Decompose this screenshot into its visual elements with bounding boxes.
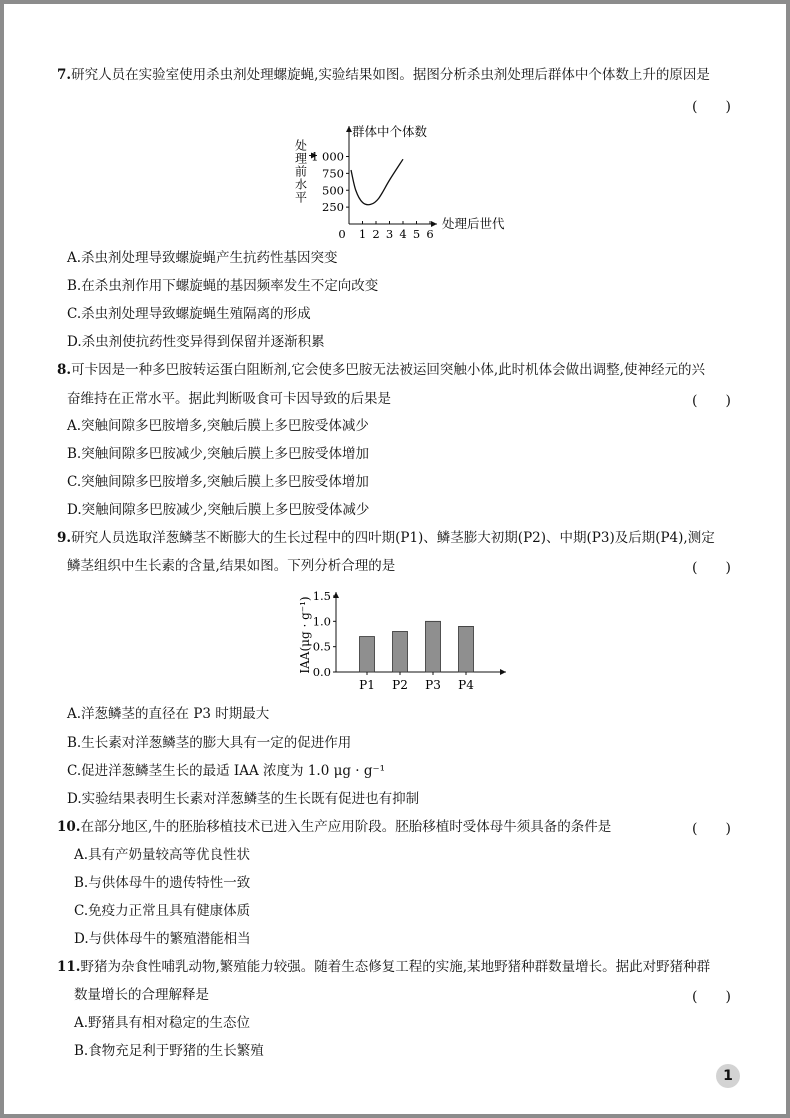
q10-answer-blank[interactable]: ( ) bbox=[692, 821, 731, 837]
q8-option-c[interactable]: C.突触间隙多巴胺增多,突触后膜上多巴胺受体增加 bbox=[67, 474, 369, 490]
q7-answer-blank[interactable]: ( ) bbox=[692, 99, 731, 115]
q7-pretreatment-label bbox=[295, 138, 317, 205]
q11-option-a[interactable]: A.野猪具有相对稳定的生态位 bbox=[74, 1015, 251, 1031]
q7-pretreatment-label-char: 平 bbox=[295, 190, 308, 205]
q7-y-tick-label: 1 000 bbox=[311, 149, 344, 164]
q9-stem-line2: 鳞茎组织中生长素的含量,结果如图。下列分析合理的是 bbox=[67, 558, 396, 574]
q9-bar-p3 bbox=[426, 621, 441, 672]
q9-y-tick-label: 1.0 bbox=[312, 614, 331, 629]
q9-bar-p2 bbox=[393, 631, 408, 672]
q9-y-axis-label: IAA(μg · g⁻¹) bbox=[298, 596, 312, 674]
q7-x-tick-label: 4 bbox=[399, 227, 407, 241]
q7-x-tick-label: 2 bbox=[372, 227, 380, 241]
q7-pretreatment-label-char: 处 bbox=[295, 138, 308, 153]
q9-x-tick-label: P1 bbox=[359, 678, 375, 692]
q7-pretreatment-label-char: 理 bbox=[295, 151, 308, 166]
q9-answer-blank[interactable]: ( ) bbox=[692, 560, 731, 576]
q7-option-a[interactable]: A.杀虫剂处理导致螺旋蝇产生抗药性基因突变 bbox=[67, 250, 338, 266]
q8-answer-blank[interactable]: ( ) bbox=[692, 393, 731, 409]
q9-bar-chart bbox=[294, 588, 524, 698]
q9-option-d[interactable]: D.实验结果表明生长素对洋葱鳞茎的生长既有促进也有抑制 bbox=[67, 791, 420, 807]
q8-option-b[interactable]: B.突触间隙多巴胺减少,突触后膜上多巴胺受体增加 bbox=[67, 446, 370, 462]
q7-x-tick-label: 5 bbox=[412, 227, 421, 241]
q9-y-tick-label: 0.0 bbox=[312, 665, 331, 679]
q7-pretreatment-label-char: 前 bbox=[295, 164, 308, 179]
q7-x-tick-label: 6 bbox=[426, 227, 434, 241]
q7-pretreatment-label-char: 水 bbox=[295, 177, 308, 192]
q10-option-c[interactable]: C.免疫力正常且具有健康体质 bbox=[74, 903, 251, 919]
q10-option-d[interactable]: D.与供体母牛的繁殖潜能相当 bbox=[74, 931, 251, 947]
q7-x-axis-label: 处理后世代 bbox=[442, 216, 505, 231]
q11-option-b[interactable]: B.食物充足利于野猪的生长繁殖 bbox=[74, 1043, 264, 1059]
q9-bar-p4 bbox=[459, 626, 474, 672]
q7-option-d[interactable]: D.杀虫剂使抗药性变异得到保留并逐渐积累 bbox=[67, 334, 325, 350]
q8-option-a[interactable]: A.突触间隙多巴胺增多,突触后膜上多巴胺受体减少 bbox=[67, 418, 369, 434]
q10-option-a[interactable]: A.具有产奶量较高等优良性状 bbox=[74, 847, 251, 863]
q9-y-tick-label: 0.5 bbox=[312, 639, 331, 654]
q7-y-tick-label: 250 bbox=[322, 200, 344, 215]
page-number: 1 bbox=[716, 1064, 740, 1088]
q10-stem: 10.在部分地区,牛的胚胎移植技术已进入生产应用阶段。胚胎移植时受体母牛须具备的条件是 bbox=[57, 819, 612, 835]
q11-stem-line1: 11.野猪为杂食性哺乳动物,繁殖能力较强。随着生态修复工程的实施,某地野猪种群数量增长。据此对野猪种群 bbox=[57, 959, 711, 975]
q7-population-curve bbox=[351, 159, 403, 205]
q9-option-b[interactable]: B.生长素对洋葱鳞茎的膨大具有一定的促进作用 bbox=[67, 735, 352, 751]
q7-line-chart bbox=[289, 122, 549, 242]
q11-answer-blank[interactable]: ( ) bbox=[692, 989, 731, 1005]
q7-stem: 7.研究人员在实验室使用杀虫剂处理螺旋蝇,实验结果如图。据图分析杀虫剂处理后群体中个体数上升的原因是 bbox=[57, 67, 710, 83]
q7-option-c[interactable]: C.杀虫剂处理导致螺旋蝇生殖隔离的形成 bbox=[67, 306, 311, 322]
q7-x-tick-label: 3 bbox=[385, 227, 394, 241]
q7-y-tick-label: 750 bbox=[322, 166, 344, 181]
q11-stem-line2: 数量增长的合理解释是 bbox=[74, 987, 209, 1003]
q9-x-tick-label: P3 bbox=[425, 678, 441, 692]
q9-bar-p1 bbox=[360, 637, 375, 672]
q7-y-axis-label: 群体中个体数 bbox=[352, 124, 428, 139]
q7-x-tick-label: 1 bbox=[358, 227, 367, 241]
q10-option-b[interactable]: B.与供体母牛的遗传特性一致 bbox=[74, 875, 251, 891]
q8-stem-line2: 奋维持在正常水平。据此判断吸食可卡因导致的后果是 bbox=[67, 391, 391, 407]
q9-option-a[interactable]: A.洋葱鳞茎的直径在 P3 时期最大 bbox=[67, 706, 270, 722]
q9-stem-line1: 9.研究人员选取洋葱鳞茎不断膨大的生长过程中的四叶期(P1)、鳞茎膨大初期(P2)、中期(P3)及后期(P4),测定 bbox=[57, 530, 715, 546]
q8-option-d[interactable]: D.突触间隙多巴胺减少,突触后膜上多巴胺受体减少 bbox=[67, 502, 370, 518]
q9-y-tick-label: 1.5 bbox=[312, 589, 331, 603]
q9-option-c[interactable]: C.促进洋葱鳞茎生长的最适 IAA 浓度为 1.0 μg · g⁻¹ bbox=[67, 763, 386, 779]
q8-stem-line1: 8.可卡因是一种多巴胺转运蛋白阻断剂,它会使多巴胺无法被运回突触小体,此时机体会做出调整,使神经元的兴 bbox=[57, 362, 705, 378]
q7-x-tick-label: 0 bbox=[338, 227, 346, 241]
q7-option-b[interactable]: B.在杀虫剂作用下螺旋蝇的基因频率发生不定向改变 bbox=[67, 278, 379, 294]
q7-y-tick-label: 500 bbox=[322, 183, 344, 198]
q9-x-tick-label: P4 bbox=[458, 678, 474, 692]
q9-x-tick-label: P2 bbox=[392, 678, 408, 692]
